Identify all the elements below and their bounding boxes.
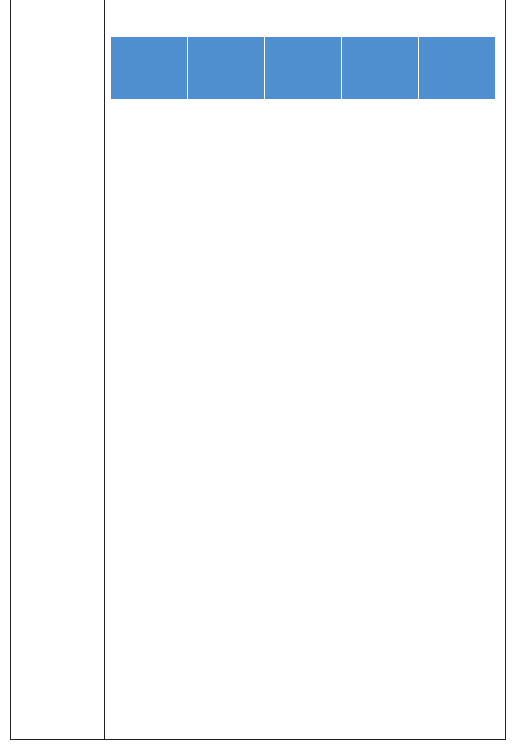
structure-table-header-row	[111, 36, 496, 99]
table-bottom-border	[10, 739, 506, 740]
document-content-cell	[110, 2, 498, 105]
header-representation-form	[188, 36, 265, 99]
structure-table	[110, 36, 496, 100]
paragraph-intro	[110, 2, 498, 29]
table-left-border	[10, 0, 11, 740]
table-column-divider	[104, 0, 105, 740]
table-right-border	[505, 0, 506, 740]
header-game-type	[111, 36, 188, 99]
header-material-count	[342, 36, 419, 99]
header-evaluation-subject	[419, 36, 496, 99]
header-evaluation-domain	[265, 36, 342, 99]
